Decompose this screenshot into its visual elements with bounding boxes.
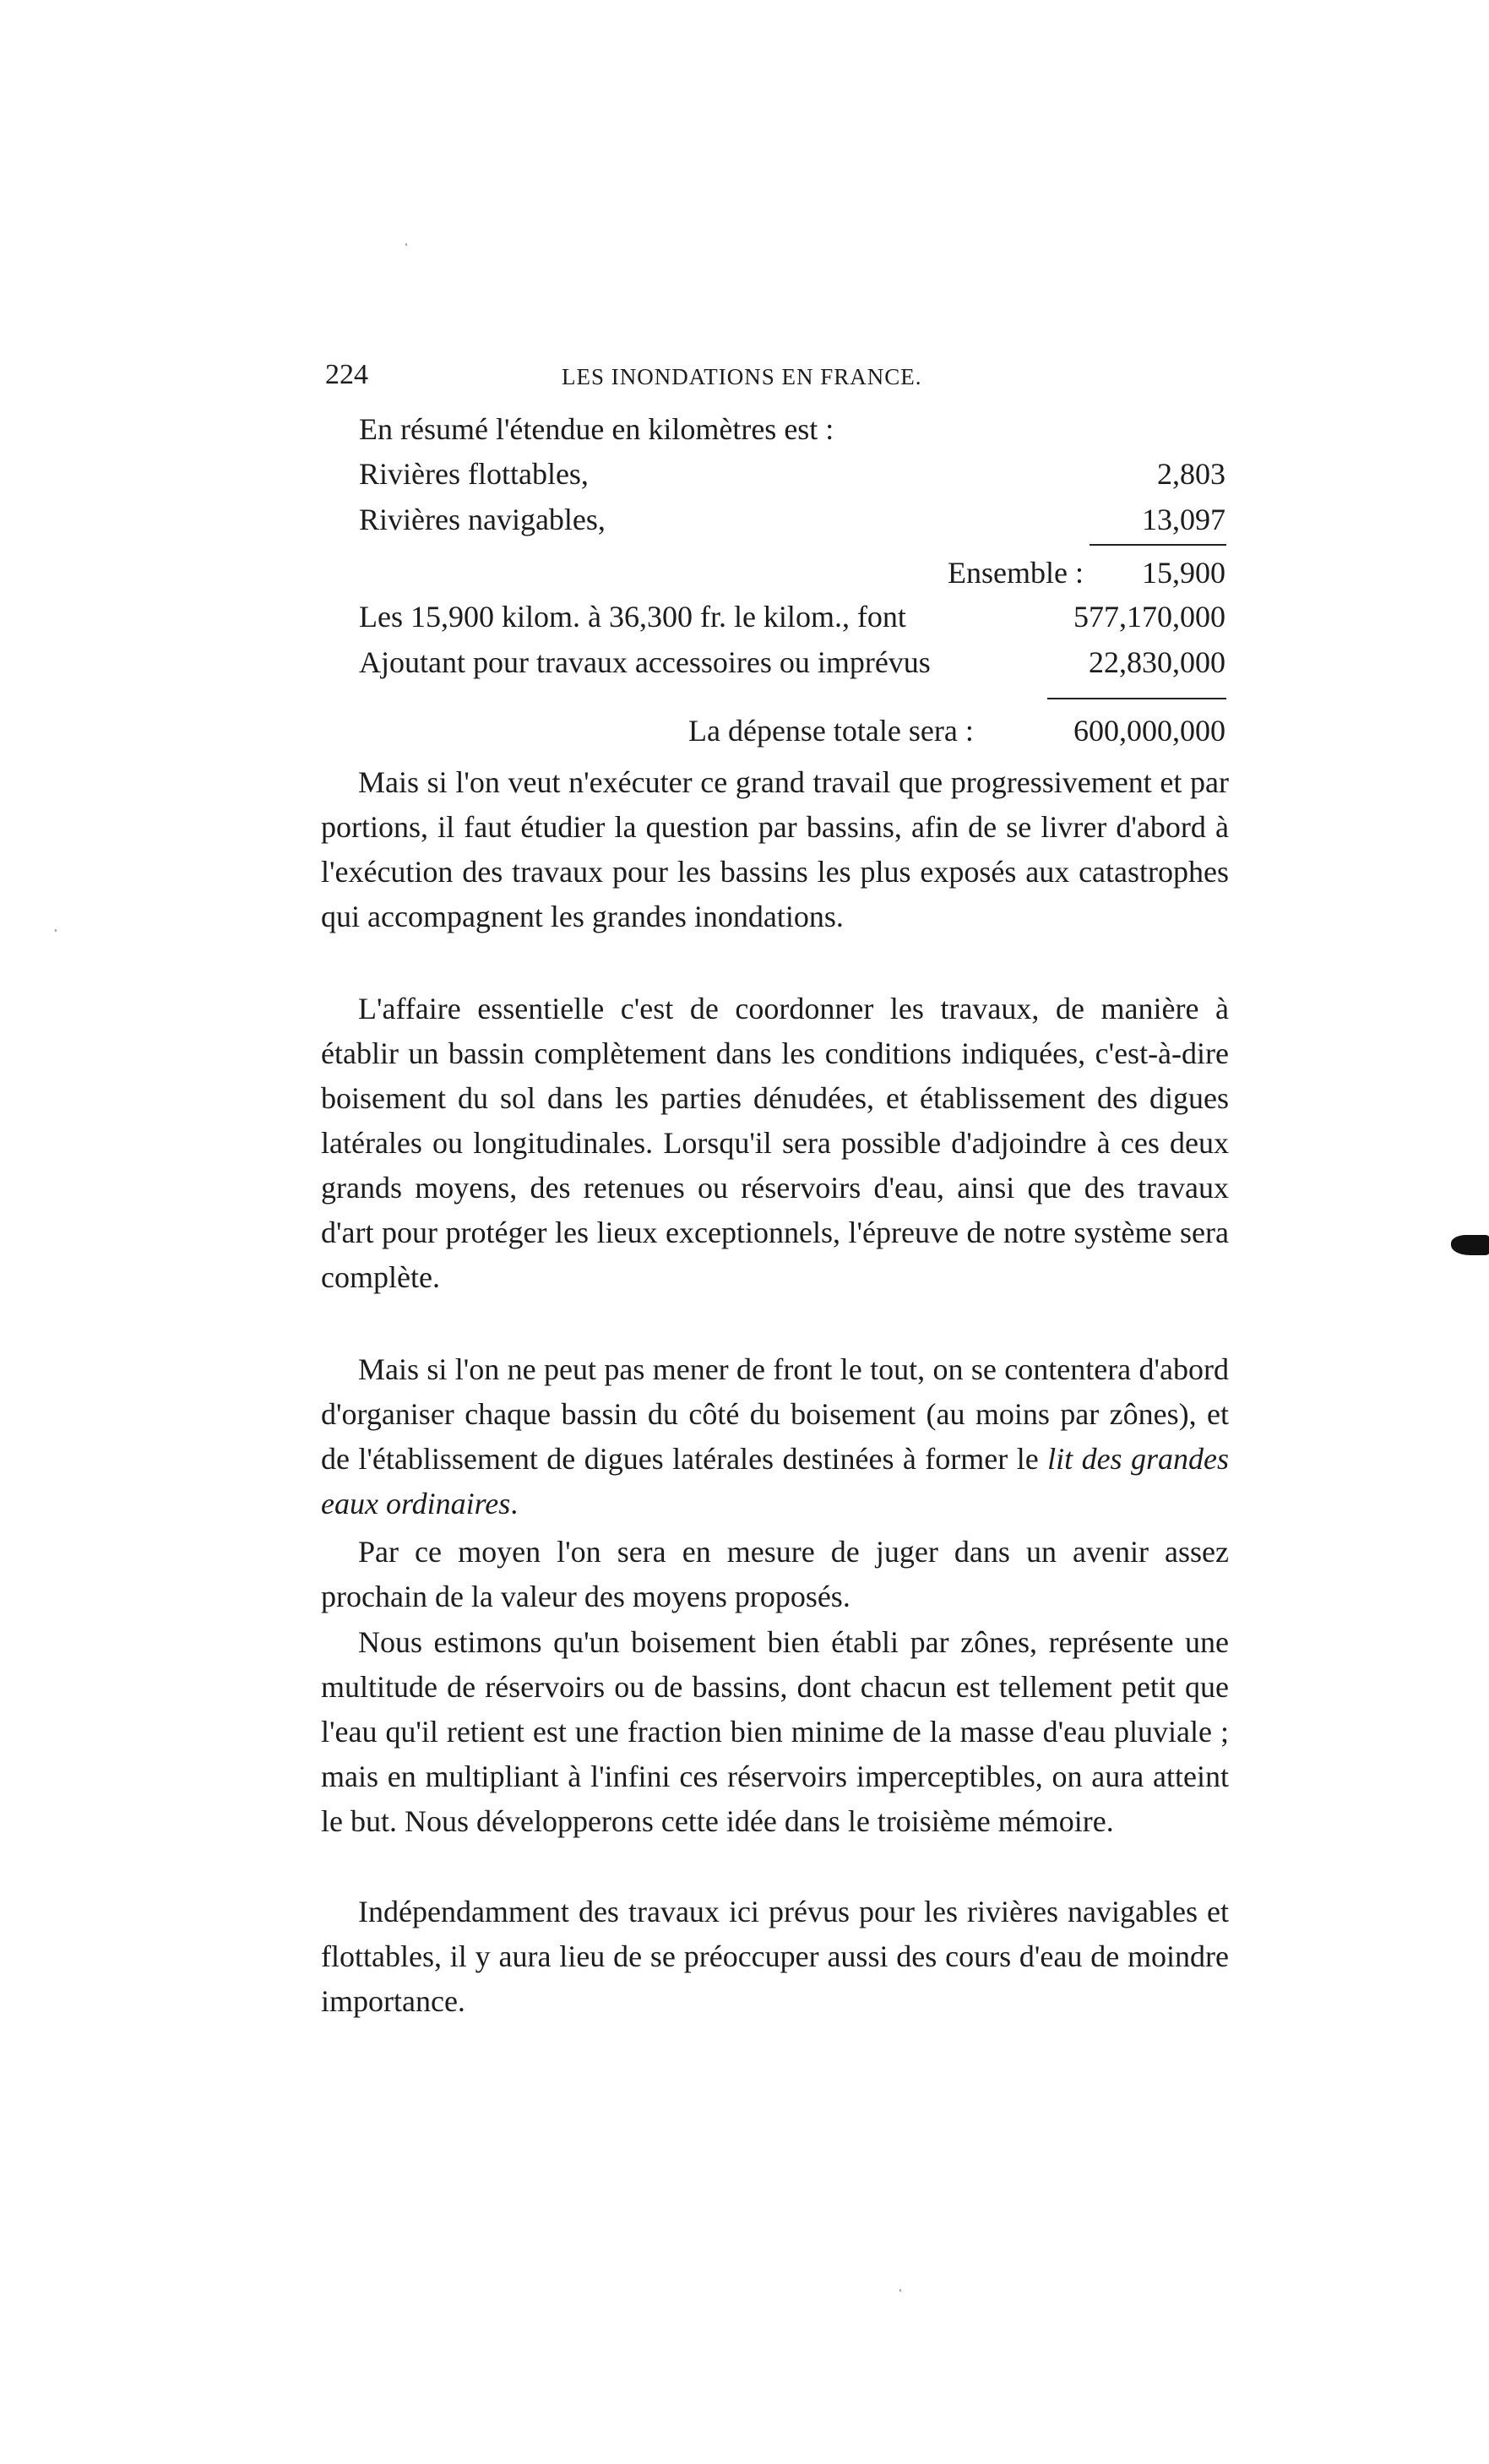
paragraph-3: Mais si l'on ne peut pas mener de front le tout, on se contentera d'abord d'organiser chaque bassin du côté du boisement (au moins par zônes), et de l'établissement de digues latérales destinées à former le lit des grandes eaux ordinaires.	[321, 1352, 1229, 1520]
summary-intro: En résumé l'étendue en kilomètres est :	[359, 412, 834, 446]
ink-blot	[1451, 1235, 1489, 1255]
scan-speck	[405, 243, 407, 246]
paragraph-5: Nous estimons qu'un boisement bien établi par zônes, représente une multitude de réservoirs ou de bassins, dont chacun est tellement petit que l'eau qu'il retient est une fraction bien minime de la masse d'eau pluviale ; mais en multipliant à l'infini ces réservoirs imperceptibles, on aura atteint le but. Nous développerons cette idée dans le troisième mémoire.	[321, 1625, 1229, 1838]
paragraph-1: Mais si l'on veut n'exécuter ce grand travail que progressivement et par portions, il faut étudier la question par bassins, afin de se livrer d'abord à l'exécution des travaux pour les bassins les plus exposés aux catastrophes qui accompagnent les grandes inondations.	[321, 765, 1229, 933]
row-value-flottables: 2,803	[1157, 457, 1225, 491]
ensemble-value: 15,900	[1142, 556, 1225, 590]
row-label-navigables: Rivières navigables,	[359, 503, 606, 536]
page-number: 224	[325, 359, 368, 390]
total-label: La dépense totale sera :	[688, 714, 974, 748]
extra-value: 22,830,000	[1089, 645, 1225, 679]
scan-speck	[55, 929, 57, 932]
extra-label: Ajoutant pour travaux accessoires ou imprévus	[359, 645, 931, 679]
ensemble-label: Ensemble :	[948, 556, 1084, 590]
running-title: LES INONDATIONS EN FRANCE.	[562, 364, 922, 389]
paragraph-2: L'affaire essentielle c'est de coordonner les travaux, de manière à établir un bassin complètement dans les conditions indiquées, c'est-à-dire boisement du sol dans les parties dénudées, et établissement des digues latérales ou longitudinales. Lorsqu'il sera possible d'adjoindre à ces deux grands moyens, des retenues ou réservoirs d'eau, ainsi que des travaux d'art pour protéger les lieux exceptionnels, l'épreuve de notre système sera complète.	[321, 992, 1229, 1294]
sum-rule	[1090, 544, 1226, 546]
page-header	[325, 359, 1237, 401]
paragraph-4: Par ce moyen l'on sera en mesure de juger dans un avenir assez prochain de la valeur des moyens proposés.	[321, 1535, 1229, 1613]
row-label-flottables: Rivières flottables,	[359, 457, 589, 491]
italic-phrase: lit des grandes eaux ordinaires	[321, 1442, 1229, 1520]
paragraph-6: Indépendamment des travaux ici prévus pour les rivières navigables et flottables, il y aura lieu de se préoccuper aussi des cours d'eau de moindre importance.	[321, 1895, 1229, 2018]
total-rule	[1047, 698, 1226, 699]
scan-speck	[899, 2289, 901, 2292]
row-value-navigables: 13,097	[1142, 503, 1225, 536]
cost-value: 577,170,000	[1073, 600, 1225, 634]
cost-label: Les 15,900 kilom. à 36,300 fr. le kilom., font	[359, 600, 906, 634]
total-value: 600,000,000	[1073, 714, 1225, 748]
